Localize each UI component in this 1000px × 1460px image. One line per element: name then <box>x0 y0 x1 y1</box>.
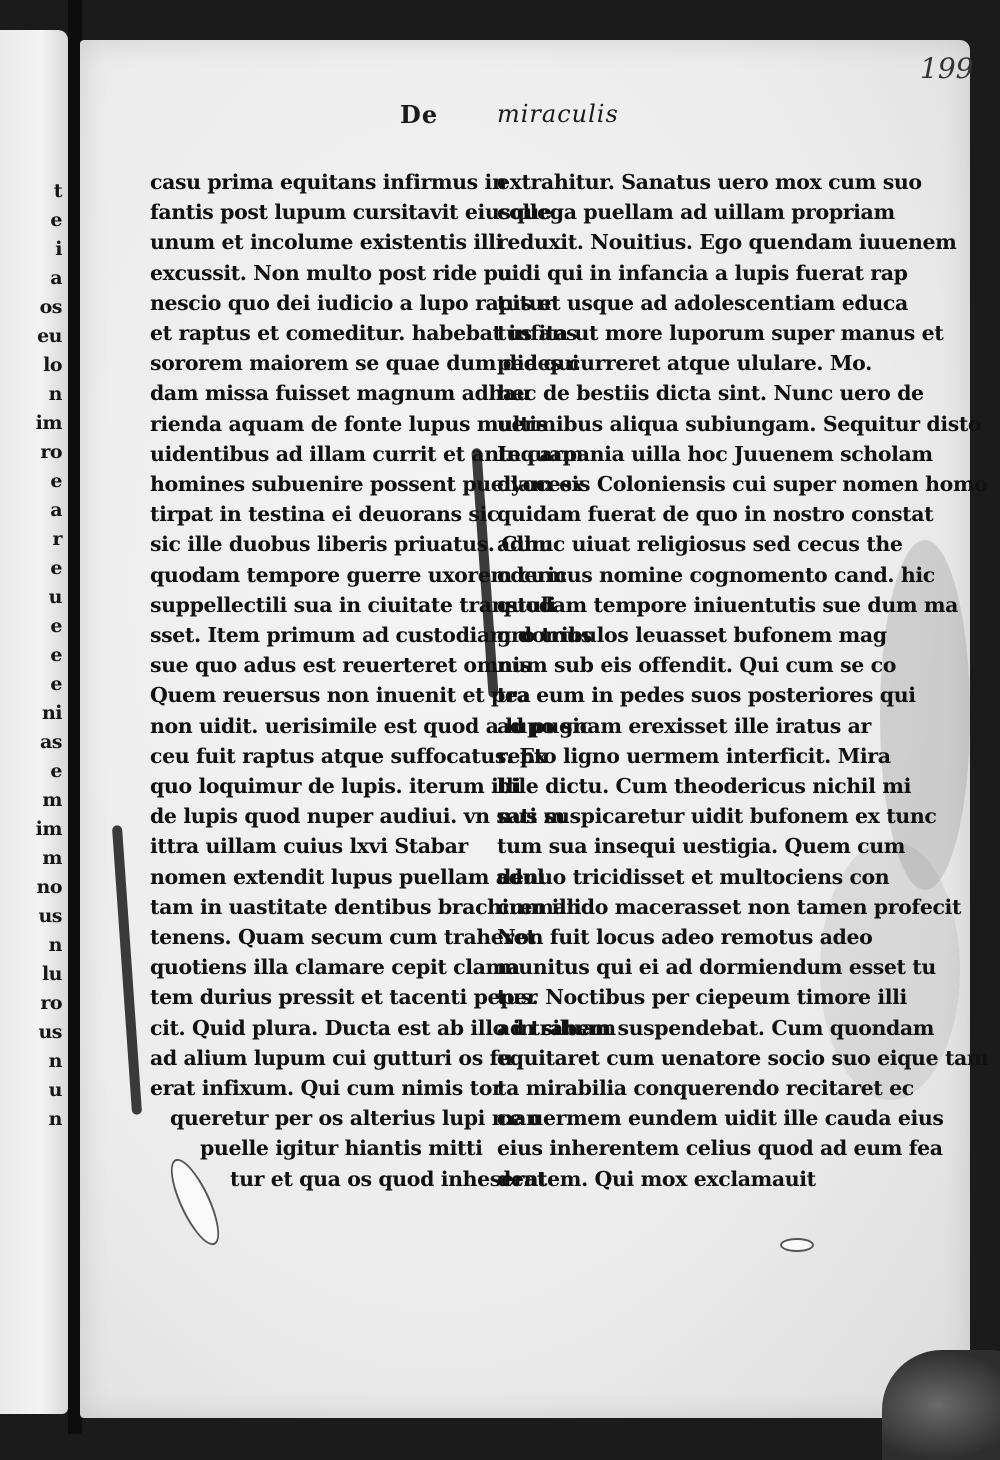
running-head-right: miraculis <box>497 100 619 128</box>
manuscript-line: quodam tempore iniuentutis sue dum ma <box>497 592 959 617</box>
parchment-hole <box>162 1153 229 1251</box>
manuscript-line: puelle igitur hiantis mitti <box>200 1136 483 1161</box>
manuscript-line: sue quo adus est reuerteret omnis <box>150 653 532 678</box>
manuscript-line: ceu fuit raptus atque suffocatus. Ex <box>150 743 547 768</box>
manuscript-line: reduxit. Nouitius. Ego quendam iuuenem <box>497 230 957 255</box>
manuscript-line: tum sua insequi uestigia. Quem cum <box>497 834 906 859</box>
manuscript-line: de lupis quod nuper audiui. vn sati m <box>150 804 565 829</box>
left-page-text-fragment: no <box>36 876 62 898</box>
left-page-text-fragment: r <box>52 528 62 550</box>
left-page-text-fragment: i <box>55 238 62 260</box>
left-page-text-fragment: e <box>50 644 62 666</box>
manuscript-line: tem durius pressit et tacenti peper <box>150 985 538 1010</box>
manuscript-line: dyocesis Coloniensis cui super nomen homo <box>497 472 988 496</box>
left-page-text-fragment: e <box>50 557 62 579</box>
manuscript-line: quo loquimur de lupis. iterum illi <box>150 774 521 798</box>
manuscript-line: eius inherentem celius quod ad eum fea <box>497 1136 943 1161</box>
manuscript-line: nomen extendit lupus puellam adul <box>150 864 545 889</box>
manuscript-line: Quem reuersus non inuenit et pea <box>150 683 531 708</box>
left-page-text-fragment: eu <box>37 325 62 347</box>
manuscript-line: hec de bestiis dicta sint. Nunc uero de <box>497 381 924 406</box>
manuscript-line: unum et incolume existentis illi <box>150 230 503 255</box>
manuscript-line: excussit. Non multo post ride pu <box>150 260 513 285</box>
left-page-text-fragment: n <box>48 383 62 405</box>
manuscript-line: tur et qua os quod inheserat <box>230 1166 546 1191</box>
parchment-hole <box>780 1238 814 1252</box>
left-page-text-fragment: ro <box>40 992 62 1014</box>
left-page-text-fragment: e <box>50 209 62 231</box>
left-page-text-fragment: ni <box>41 702 62 724</box>
folio-number: 199 <box>920 52 974 85</box>
manuscript-line: fantis post lupum cursitavit eiusque <box>150 200 552 225</box>
left-page-text-fragment: e <box>50 615 62 637</box>
manuscript-line: sset. Item primum ad custodiam domus <box>150 623 592 647</box>
left-page-text-fragment: as <box>39 731 62 753</box>
left-page-text-fragment: im <box>35 818 62 840</box>
left-page-text-fragment: e <box>50 470 62 492</box>
manuscript-line: num sub eis offendit. Qui cum se co <box>497 653 896 678</box>
left-page-text-fragment: e <box>50 760 62 782</box>
manuscript-line: tirpat in testina ei deuorans sic <box>150 502 499 527</box>
manuscript-line: erat infixum. Qui cum nimis tor <box>150 1076 503 1100</box>
left-page-text-fragment: ro <box>40 441 62 463</box>
manuscript-line: ce uermem eundem uidit ille cauda eius <box>497 1106 944 1131</box>
manuscript-line: quidam fuerat de quo in nostro constat <box>497 502 934 527</box>
manuscript-line: cit. Quid plura. Ducta est ab illo in siluam <box>150 1015 616 1040</box>
manuscript-line: sororem maiorem se quae dum die qui <box>150 351 580 376</box>
manuscript-line: dam missa fuisset magnum adhau <box>150 381 531 406</box>
manuscript-line: extrahitur. Sanatus uero mox cum suo <box>497 170 922 194</box>
manuscript-line: collega puellam ad uillam propriam <box>497 200 895 225</box>
manuscript-line: quodam tempore guerre uxorem cum <box>150 562 567 587</box>
manuscript-line: rienda aquam de fonte lupus multis <box>150 411 548 436</box>
manuscript-line: Non fuit locus adeo remotus adeo <box>497 925 873 949</box>
manuscript-line: tenens. Quam secum cum traheret <box>150 925 536 949</box>
manuscript-line: equitaret cum uenatore socio suo eique tam <box>497 1045 989 1070</box>
manuscript-line: nescio quo dei iudicio a lupo rapitur <box>150 290 554 315</box>
manuscript-line: quotiens illa clamare cepit clama <box>150 955 520 980</box>
manuscript-line: ad alium lupum cui gutturi os fu <box>150 1045 513 1070</box>
manuscript-line: suppellectili sua in ciuitate transtuli <box>150 592 556 617</box>
manuscript-line: gro tribulos leuasset bufonem mag <box>497 623 887 647</box>
left-page-text-fragment: m <box>42 789 62 811</box>
manuscript-line: repto ligno uermem interficit. Mira <box>497 743 891 768</box>
manuscript-line: In carpania uilla hoc Juuenem scholam <box>497 441 933 466</box>
previous-page-edge <box>0 30 68 1414</box>
manuscript-line: ad trabem suspendebat. Cum quondam <box>497 1015 935 1040</box>
left-page-text-fragment: m <box>42 847 62 869</box>
manuscript-line: ittra uillam cuius lxvi Stabar <box>150 834 468 859</box>
running-head-left: De <box>400 100 439 129</box>
left-page-text-fragment: u <box>48 1079 62 1101</box>
manuscript-line: tam in uastitate dentibus brachium illi <box>150 894 582 919</box>
left-page-text-fragment: a <box>50 267 62 289</box>
manuscript-line: uidi qui in infancia a lupis fuerat rap <box>497 260 908 285</box>
manuscript-line: et raptus et comeditur. habebat infans <box>150 321 578 345</box>
manuscript-line: queretur per os alterius lupi man <box>170 1106 541 1131</box>
left-page-text-fragment: n <box>48 934 62 956</box>
manuscript-line: casu prima equitans infirmus in <box>150 170 507 194</box>
manuscript-line: uidentibus ad illam currit et antequam <box>150 441 584 466</box>
manuscript-line: uermibus aliqua subiungam. Sequitur disto <box>497 411 982 436</box>
left-page-text-fragment: us <box>38 1021 62 1043</box>
manuscript-line: tra eum in pedes suos posteriores qui <box>497 683 916 708</box>
manuscript-line: tus et usque ad adolescentiam educa <box>497 290 908 315</box>
photographers-thumb <box>882 1350 1000 1460</box>
manuscript-line: nus suspicaretur uidit bufonem ex tunc <box>497 804 937 829</box>
manuscript-line: odericus nomine cognomento cand. hic <box>497 562 935 587</box>
manuscript-line: tus. Noctibus per ciepeum timore illi <box>497 985 907 1010</box>
left-page-text-fragment: n <box>48 1050 62 1072</box>
left-page-text-fragment: e <box>50 673 62 695</box>
manuscript-line: cremando macerasset non tamen profecit <box>497 894 962 919</box>
manuscript-line: pedes curreret atque ululare. Mo. <box>497 351 872 376</box>
manuscript-line: sic ille duobus liberis priuatus. Cum <box>150 532 553 557</box>
manuscript-line: ad pugnam erexisset ille iratus ar <box>497 713 871 738</box>
left-page-text-fragment: a <box>50 499 62 521</box>
manuscript-line: denuo tricidisset et multociens con <box>497 864 890 889</box>
left-page-text-fragment: u <box>48 586 62 608</box>
manuscript-line: dentem. Qui mox exclamauit <box>497 1166 816 1191</box>
left-page-text-fragment: t <box>53 180 62 202</box>
manuscript-line: ta mirabilia conquerendo recitaret ec <box>497 1076 914 1100</box>
manuscript-line: munitus qui ei ad dormiendum esset tu <box>497 955 936 980</box>
manuscript-line: bile dictu. Cum theodericus nichil mi <box>497 774 911 798</box>
manuscript-line: homines subuenire possent puellam ex <box>150 472 584 496</box>
left-page-text-fragment: us <box>38 905 62 927</box>
left-page-text-fragment: n <box>48 1108 62 1130</box>
left-page-text-fragment: lu <box>41 963 62 985</box>
left-page-text-fragment: lo <box>43 354 62 376</box>
manuscript-line: non uidit. uerisimile est quod a lupo sic <box>150 713 592 738</box>
left-page-text-fragment: os <box>39 296 62 318</box>
manuscript-line: adhuc uiuat religiosus sed cecus the <box>497 532 903 557</box>
left-page-text-fragment: im <box>35 412 62 434</box>
manuscript-line: tus ita ut more luporum super manus et <box>497 321 944 345</box>
